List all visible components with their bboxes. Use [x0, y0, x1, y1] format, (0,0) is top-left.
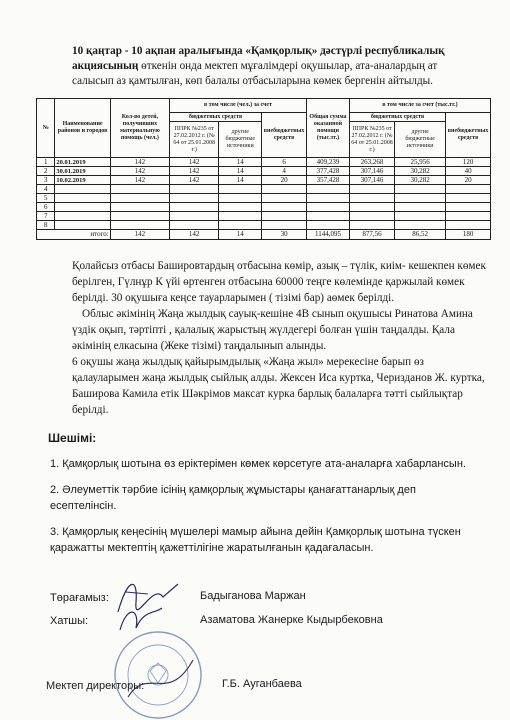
total-other: 14 — [219, 230, 262, 240]
header-offbudget: внебюджетных средств — [262, 113, 307, 158]
header-count: Кол-во детей, получивших материальную помощь (чел.) — [110, 99, 169, 158]
row-offbudget2 — [446, 185, 491, 194]
row-num: 3 — [37, 176, 55, 185]
secretary-name: Азаматова Жанерке Кыдырбековна — [200, 614, 383, 626]
row-other2 — [395, 221, 446, 230]
row-offbudget2: 40 — [446, 167, 491, 176]
total-label: итого: — [37, 230, 111, 240]
table-row — [37, 203, 491, 212]
row-sum — [306, 221, 349, 230]
row-pprk: 142 — [170, 167, 219, 176]
row-pprk2: 263,268 — [349, 158, 394, 167]
director-name: Г.Б. Ауганбаева — [222, 678, 302, 690]
row-other — [219, 194, 262, 203]
total-offbudget2: 180 — [446, 230, 491, 240]
intro-rest: өткенін онда мектеп мұғалімдері оқушылар, ата-аналардың ат салысып аз қамтылған, көп балалы отбасыларына көмек бергенін айтылды. — [72, 60, 438, 87]
header-incl-people: в том числе (чел.) за счет — [170, 99, 307, 113]
row-name: 30.01.2019 — [55, 167, 110, 176]
row-num: 6 — [37, 203, 55, 212]
secretary-signature — [112, 600, 172, 640]
table-row — [37, 167, 491, 176]
table-row — [37, 176, 491, 185]
row-name: 20.01.2019 — [55, 158, 110, 167]
intro-paragraph — [72, 44, 472, 89]
row-sum: 409,239 — [306, 158, 349, 167]
row-offbudget — [262, 212, 307, 221]
row-sum — [306, 203, 349, 212]
table-row — [37, 158, 491, 167]
row-offbudget: 20 — [262, 176, 307, 185]
total-sum: 1144,095 — [306, 230, 349, 240]
row-sum — [306, 185, 349, 194]
row-name — [55, 212, 110, 221]
chair-label: Төрағамыз: — [50, 592, 109, 604]
row-pprk: 142 — [170, 158, 219, 167]
row-pprk2 — [349, 203, 394, 212]
report-table — [36, 98, 491, 240]
header-budget2: бюджетных средств — [349, 113, 445, 122]
total-count: 142 — [110, 230, 169, 240]
body-paragraph-3: 6 оқушы жаңа жылдық қайырымдылық «Жаңа жыл» мерекесіне барып өз қалауларымен жаңа жылдық сыйлық алды. Жексен Иса куртка, Черизданов Ж. куртка, Баширова Камила етік Шәкрімов максат куркa барлық балаларға тәтті сыйлықтар берілді. — [72, 356, 485, 416]
row-other: 14 — [219, 158, 262, 167]
row-other: 14 — [219, 176, 262, 185]
row-num: 5 — [37, 194, 55, 203]
row-offbudget2: 120 — [446, 158, 491, 167]
row-offbudget2 — [446, 212, 491, 221]
header-name: Наименование районов и городов — [55, 99, 110, 158]
decision-item-3: 3. Қамқорлық кеңесінің мүшелері мамыр айына дейін Қамқорлық шотына түскен қаражатты мектептің қажеттілігіне жаратылғанын қадағаласын. — [50, 526, 461, 554]
row-offbudget2 — [446, 194, 491, 203]
row-other: 14 — [219, 167, 262, 176]
row-offbudget — [262, 185, 307, 194]
table-row — [37, 221, 491, 230]
row-other2: 30,282 — [395, 167, 446, 176]
chair-signature — [108, 572, 188, 622]
row-sum — [306, 212, 349, 221]
header-total-sum: Общая сумма оказанной помощи (тыс.тг.) — [306, 99, 349, 158]
row-other — [219, 221, 262, 230]
row-other2 — [395, 212, 446, 221]
director-label: Мектеп директоры: — [46, 680, 145, 692]
header-offbudget2: внебюджетных средств — [446, 113, 491, 158]
row-count — [110, 212, 169, 221]
row-other — [219, 185, 262, 194]
row-pprk — [170, 185, 219, 194]
row-sum: 357,428 — [306, 176, 349, 185]
row-count — [110, 185, 169, 194]
school-stamp — [98, 625, 218, 720]
row-other2: 25,956 — [395, 158, 446, 167]
row-num: 1 — [37, 158, 55, 167]
header-pprk2: ППРК №235 от 27.02.2012 г. (№ 64 от 25.01.2008 г.) — [349, 122, 394, 158]
row-name — [55, 185, 110, 194]
row-pprk — [170, 212, 219, 221]
secretary-label: Хатшы: — [50, 615, 89, 627]
header-other: другие бюджетные источники — [219, 122, 262, 158]
row-name — [55, 221, 110, 230]
row-count — [110, 194, 169, 203]
row-pprk2 — [349, 194, 394, 203]
row-sum: 377,428 — [306, 167, 349, 176]
row-other2 — [395, 194, 446, 203]
header-num: № — [37, 99, 55, 158]
header-incl-money: в том числе за счет (тыс.тг.) — [349, 99, 490, 113]
row-offbudget — [262, 203, 307, 212]
row-name — [55, 203, 110, 212]
row-offbudget2 — [446, 203, 491, 212]
body-paragraph-1: Қолайсыз отбасы Башировтардың отбасына көмір, азық – түлік, киім- кешекпен көмек берілген, Гүлнұр К үйі өртенген отбасына 60000 теңге көлемінде қаржылай көмек берілді. 30 оқушыға кеңсе тауарларымен ( тізімі бар) аөмек берілді. — [72, 260, 486, 304]
row-other — [219, 212, 262, 221]
table-row — [37, 185, 491, 194]
header-other2: другие бюджетные источники — [395, 122, 446, 158]
row-offbudget — [262, 221, 307, 230]
row-offbudget2: 20 — [446, 176, 491, 185]
row-offbudget: 4 — [262, 167, 307, 176]
row-pprk: 142 — [170, 176, 219, 185]
row-pprk2: 307,146 — [349, 167, 394, 176]
row-other — [219, 203, 262, 212]
total-pprk2: 877,56 — [349, 230, 394, 240]
row-count: 142 — [110, 158, 169, 167]
row-pprk2 — [349, 185, 394, 194]
decision-item-2: 2. Әлеуметтік тәрбие ісінің қамқорлық жұмыстары қанағаттанарлық деп есептелінсін. — [50, 484, 416, 512]
total-other2: 86,52 — [395, 230, 446, 240]
row-other2 — [395, 185, 446, 194]
row-other2 — [395, 203, 446, 212]
table-row — [37, 212, 491, 221]
row-pprk2 — [349, 212, 394, 221]
row-other2: 30,282 — [395, 176, 446, 185]
row-name — [55, 194, 110, 203]
total-offbudget: 30 — [262, 230, 307, 240]
row-pprk2: 307,146 — [349, 176, 394, 185]
row-count — [110, 221, 169, 230]
total-pprk: 142 — [170, 230, 219, 240]
body-text — [72, 258, 486, 418]
header-pprk: ППРК №235 от 27.02.2012 г. (№ 64 от 25.01.2008 г.) — [170, 122, 219, 158]
row-num: 2 — [37, 167, 55, 176]
header-budget: бюджетных средств — [170, 113, 262, 122]
body-paragraph-2: Облыс әкімінің Жаңа жылдық сауық-кешіне 4В сынып оқушысы Ринатова Амина үздік оқып, тәртіпті , қалалық жарыстың жүлдегері болған үшін таңдалды. Қала әкімінің елкасына (Жеке тізімі) таңдалынып алынды. — [72, 308, 473, 352]
row-offbudget2 — [446, 221, 491, 230]
row-offbudget: 6 — [262, 158, 307, 167]
row-count: 142 — [110, 176, 169, 185]
row-pprk2 — [349, 221, 394, 230]
row-offbudget — [262, 194, 307, 203]
row-num: 8 — [37, 221, 55, 230]
row-pprk — [170, 221, 219, 230]
row-pprk — [170, 194, 219, 203]
row-count — [110, 203, 169, 212]
row-name: 10.02.2019 — [55, 176, 110, 185]
chair-name: Бадыганова Маржан — [200, 590, 306, 602]
decision-heading: Шешімі: — [48, 431, 97, 445]
row-num: 4 — [37, 185, 55, 194]
table-row — [37, 194, 491, 203]
decision-item-1: 1. Қамқорлық шотына өз еріктерімен көмек көрсетуге ата-аналарға хабарлансын. — [50, 458, 466, 470]
row-pprk — [170, 203, 219, 212]
intro-bold: 10 қаңтар - 10 ақпан аралығында «Қамқорлық» дәстүрлі республикалық акциясының — [72, 45, 445, 72]
row-num: 7 — [37, 212, 55, 221]
row-sum — [306, 194, 349, 203]
row-count: 142 — [110, 167, 169, 176]
